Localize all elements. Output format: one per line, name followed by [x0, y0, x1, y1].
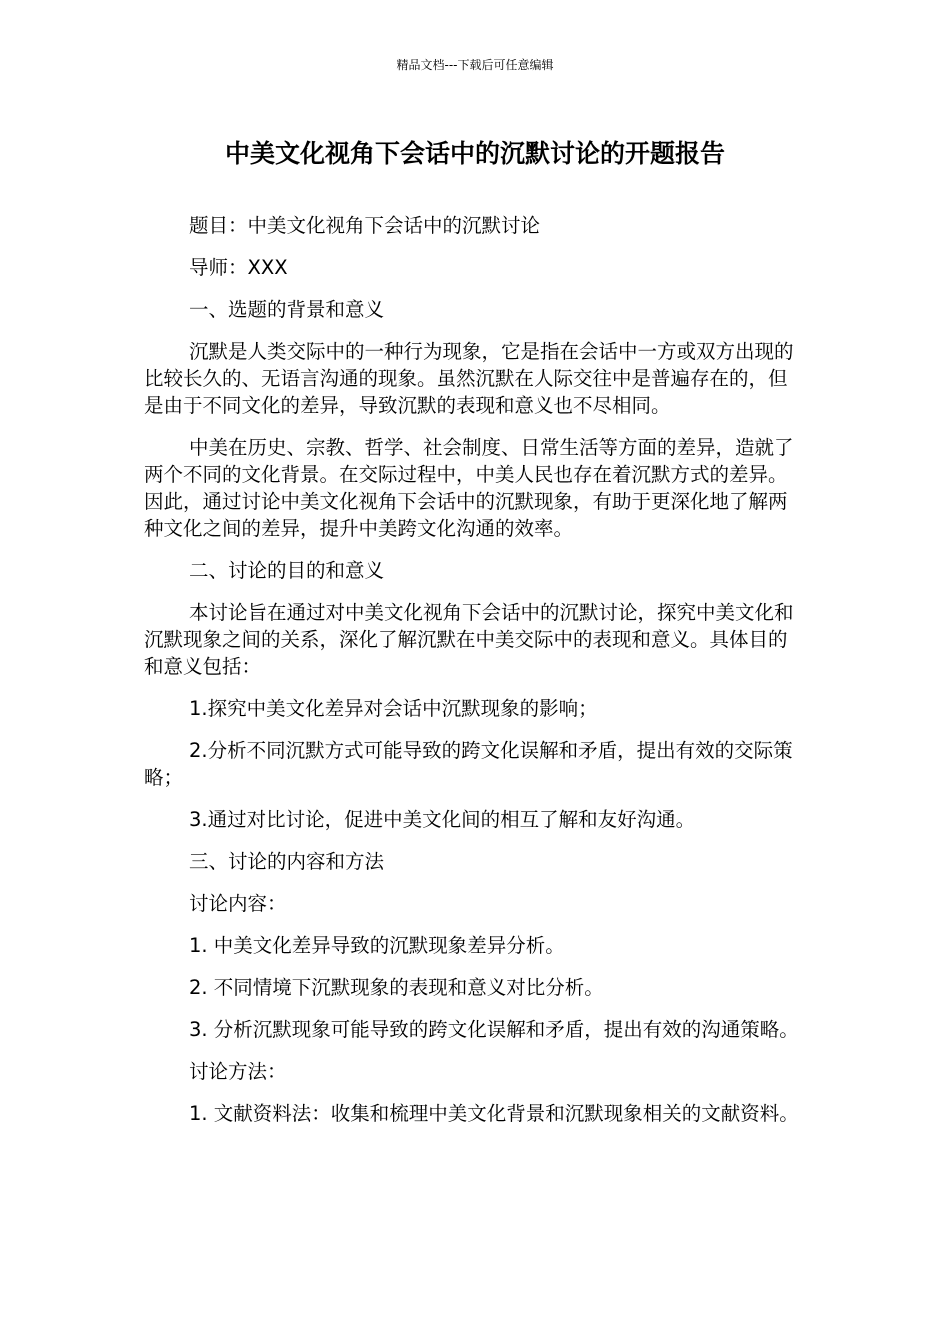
document-title: 中美文化视角下会话中的沉默讨论的开题报告	[224, 139, 725, 168]
header-note: 精品文档---下载后可任意编辑	[396, 58, 554, 72]
section-heading-purpose: 二、讨论的目的和意义	[189, 559, 385, 582]
method-item-1: 1. 文献资料法：收集和梳理中美文化背景和沉默现象相关的文献资料。	[189, 1102, 799, 1125]
content-label: 讨论内容：	[189, 892, 287, 915]
content-item-3: 3. 分析沉默现象可能导致的跨文化误解和矛盾，提出有效的沟通策略。	[189, 1018, 799, 1041]
content-item-2: 2. 不同情境下沉默现象的表现和意义对比分析。	[189, 976, 604, 999]
section-heading-background: 一、选题的背景和意义	[189, 298, 385, 321]
topic-line: 题目：中美文化视角下会话中的沉默讨论	[189, 214, 541, 237]
advisor-line: 导师：XXX	[189, 256, 288, 279]
purpose-item-1: 1.探究中美文化差异对会话中沉默现象的影响；	[189, 697, 598, 720]
purpose-item-3: 3.通过对比讨论，促进中美文化间的相互了解和友好沟通。	[189, 808, 696, 831]
paragraph-background-1: 沉默是人类交际中的一种行为现象，它是指在会话中一方或双方出现的比较长久的、无语言沟通的现象。虽然沉默在人际交往中是普遍存在的，但是由于不同文化的差异，导致沉默的表现和意义也不尽相同。	[144, 340, 794, 417]
section-heading-content-method: 三、讨论的内容和方法	[189, 850, 385, 873]
paragraph-background-2: 中美在历史、宗教、哲学、社会制度、日常生活等方面的差异，造就了两个不同的文化背景。在交际过程中，中美人民也存在着沉默方式的差异。因此，通过讨论中美文化视角下会话中的沉默现象，有助于更深化地了解两种文化之间的差异，提升中美跨文化沟通的效率。	[144, 436, 794, 540]
content-item-1: 1. 中美文化差异导致的沉默现象差异分析。	[189, 934, 565, 957]
paragraph-purpose: 本讨论旨在通过对中美文化视角下会话中的沉默讨论，探究中美文化和沉默现象之间的关系，深化了解沉默在中美交际中的表现和意义。具体目的和意义包括：	[144, 601, 794, 678]
method-label: 讨论方法：	[189, 1060, 287, 1083]
document-body	[144, 212, 799, 1142]
purpose-item-2: 2.分析不同沉默方式可能导致的跨文化误解和矛盾，提出有效的交际策略；	[144, 739, 793, 789]
